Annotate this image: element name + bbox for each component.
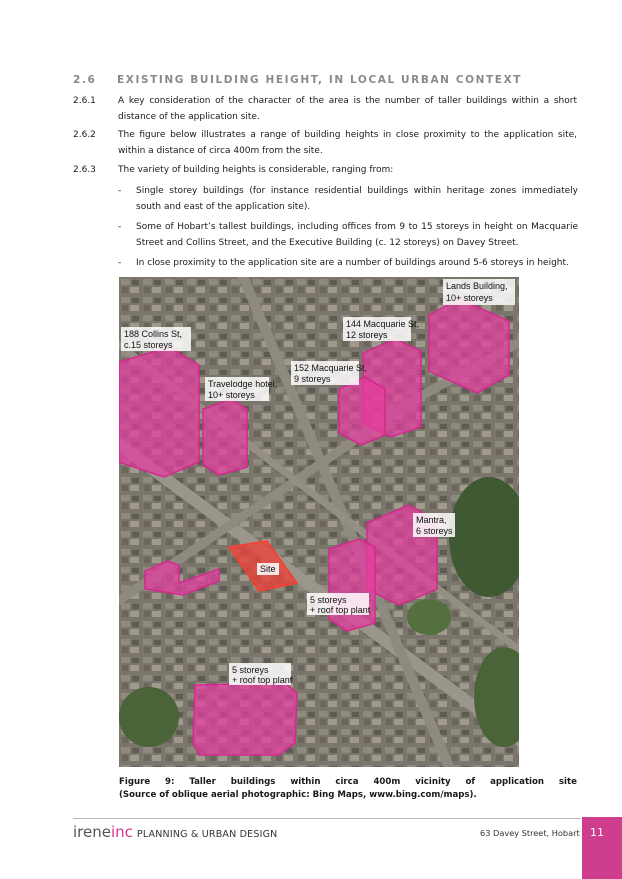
- bullet-dash: -: [118, 186, 122, 196]
- paragraph-text: The variety of building heights is considerable, ranging from:: [118, 165, 394, 175]
- aerial-photo: [119, 277, 519, 767]
- label-travelodge-storeys: 10+ storeys: [208, 390, 255, 400]
- label-mantra: Mantra,: [416, 515, 447, 525]
- section-title: EXISTING BUILDING HEIGHT, IN LOCAL URBAN CONTEXT: [117, 74, 523, 86]
- paragraph-number: 2.6.3: [73, 165, 96, 175]
- brand-tagline: PLANNING & URBAN DESIGN: [136, 829, 278, 840]
- caption-word: Figure: [119, 777, 151, 787]
- caption-word: application: [490, 777, 545, 787]
- label-macquarie-152-storeys: 9 storeys: [294, 374, 331, 384]
- caption-word: 400m: [373, 777, 401, 787]
- footer-divider: [73, 818, 581, 819]
- bullet-dash: -: [118, 222, 122, 232]
- label-travelodge: Travelodge hotel,: [208, 379, 278, 389]
- paragraph-2-6-2: [73, 128, 577, 159]
- paragraph-text: A key consideration of the character of the area is the number of taller buildings within a short distance of the application site.: [118, 96, 577, 122]
- caption-word: within: [290, 777, 321, 787]
- aerial-photo-figure: [119, 277, 519, 767]
- paragraph-2-6-1: [73, 94, 577, 125]
- section-number: 2.6: [73, 74, 97, 86]
- label-macquarie-144: 144 Macquarie St,: [346, 319, 420, 329]
- label-mantra-storeys: 6 storeys: [416, 526, 453, 536]
- paragraph-text: The figure below illustrates a range of building heights in close proximity to the application site, within a distance of circa 400m from the site.: [118, 130, 577, 156]
- label-site: Site: [260, 564, 276, 574]
- label-macquarie-152: 152 Macquarie St,: [294, 363, 368, 373]
- label-lands-storeys: 10+ storeys: [446, 293, 493, 303]
- brand-irene: irene: [73, 823, 111, 841]
- brand-inc: inc: [110, 823, 133, 841]
- caption-word: of: [465, 777, 476, 787]
- caption-line-2: (Source of oblique aerial photographic: Bing Maps, www.bing.com/maps).: [119, 790, 477, 800]
- bullet-item: [118, 220, 578, 251]
- caption-word: vicinity: [415, 777, 451, 787]
- paragraph-number: 2.6.1: [73, 96, 96, 106]
- label-macquarie-144-storeys: 12 storeys: [346, 330, 388, 340]
- bullet-dash: -: [118, 258, 122, 268]
- brand-logo: [73, 823, 277, 841]
- figure-caption: [119, 776, 577, 802]
- caption-word: circa: [335, 777, 359, 787]
- paragraph-number: 2.6.2: [73, 130, 96, 140]
- label-roof-top-plant-a: + roof top plant: [310, 605, 371, 615]
- label-collins-storeys: c.15 storeys: [124, 340, 173, 350]
- page-number: 11: [590, 826, 604, 839]
- bullet-item: [118, 184, 578, 215]
- bullet-item: [118, 256, 578, 272]
- caption-word: Taller: [189, 777, 216, 787]
- paragraph-2-6-3: [73, 163, 577, 179]
- label-roof-top-plant-b: + roof top plant: [232, 675, 293, 685]
- label-lands-building: Lands Building,: [446, 281, 508, 291]
- page-number-box: [582, 817, 622, 879]
- label-collins-st: 188 Collins St,: [124, 329, 183, 339]
- caption-word: buildings: [230, 777, 276, 787]
- label-five-storeys-b: 5 storeys: [232, 665, 269, 675]
- bullet-text: Single storey buildings (for instance residential buildings within heritage zones immediately south and east of the application site).: [136, 186, 578, 212]
- bullet-text: Some of Hobart’s tallest buildings, including offices from 9 to 15 storeys in height on Macquarie Street and Collins Street, and the Executive Building (c. 12 storeys) on Davey Street.: [136, 222, 578, 248]
- caption-line-1: [119, 776, 577, 789]
- label-five-storeys-a: 5 storeys: [310, 595, 347, 605]
- footer-address: 63 Davey Street, Hobart: [480, 828, 580, 838]
- caption-word: site: [558, 777, 577, 787]
- section-heading: [73, 74, 522, 86]
- bullet-text: In close proximity to the application site are a number of buildings around 5-6 storeys in height.: [136, 258, 569, 268]
- caption-word: 9:: [165, 777, 175, 787]
